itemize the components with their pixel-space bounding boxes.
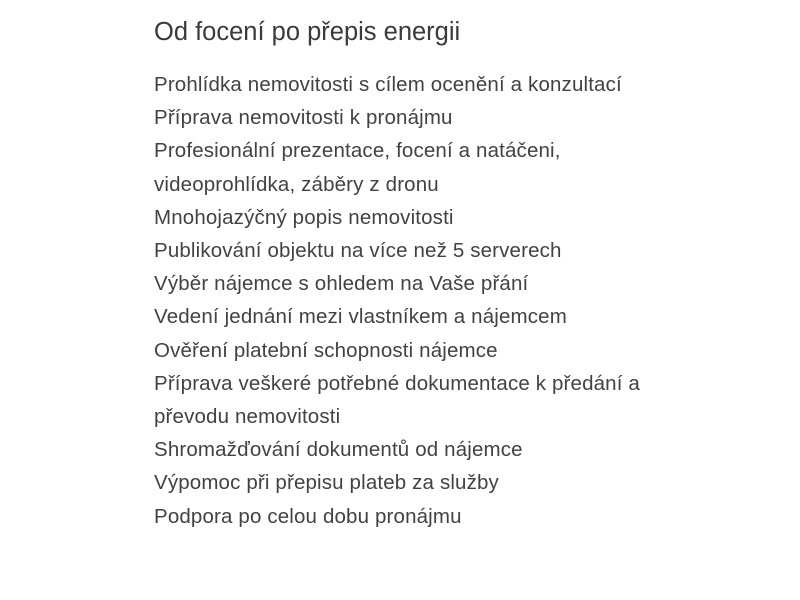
list-item: Prohlídka nemovitosti s cílem ocenění a konzultací — [154, 73, 622, 96]
list-item: Shromažďování dokumentů od nájemce — [154, 438, 523, 462]
list-item: Příprava nemovitosti k pronájmu — [154, 106, 453, 130]
services-list — [154, 68, 644, 533]
services-section — [154, 14, 644, 533]
list-item: Příprava veškeré potřebné dokumentace k předání a převodu nemovitosti — [154, 371, 640, 429]
list-item: Profesionální prezentace, focení a natáčeni, videoprohlídka, záběry z dronu — [154, 139, 561, 196]
list-item: Vedení jednání mezi vlastníkem a nájemcem — [154, 305, 567, 329]
list-item: Ověření platební schopnosti nájemce — [154, 338, 498, 362]
list-item: Publikování objektu na více než 5 serverech — [154, 239, 562, 263]
list-item: Podpora po celou dobu pronájmu — [154, 504, 462, 528]
list-item: Výpomoc při přepisu plateb za služby — [154, 471, 499, 495]
section-title: Od focení po přepis energii — [154, 18, 461, 46]
list-item: Výběr nájemce s ohledem na Vaše přání — [154, 272, 529, 296]
list-item: Mnohojazýčný popis nemovitosti — [154, 205, 454, 229]
